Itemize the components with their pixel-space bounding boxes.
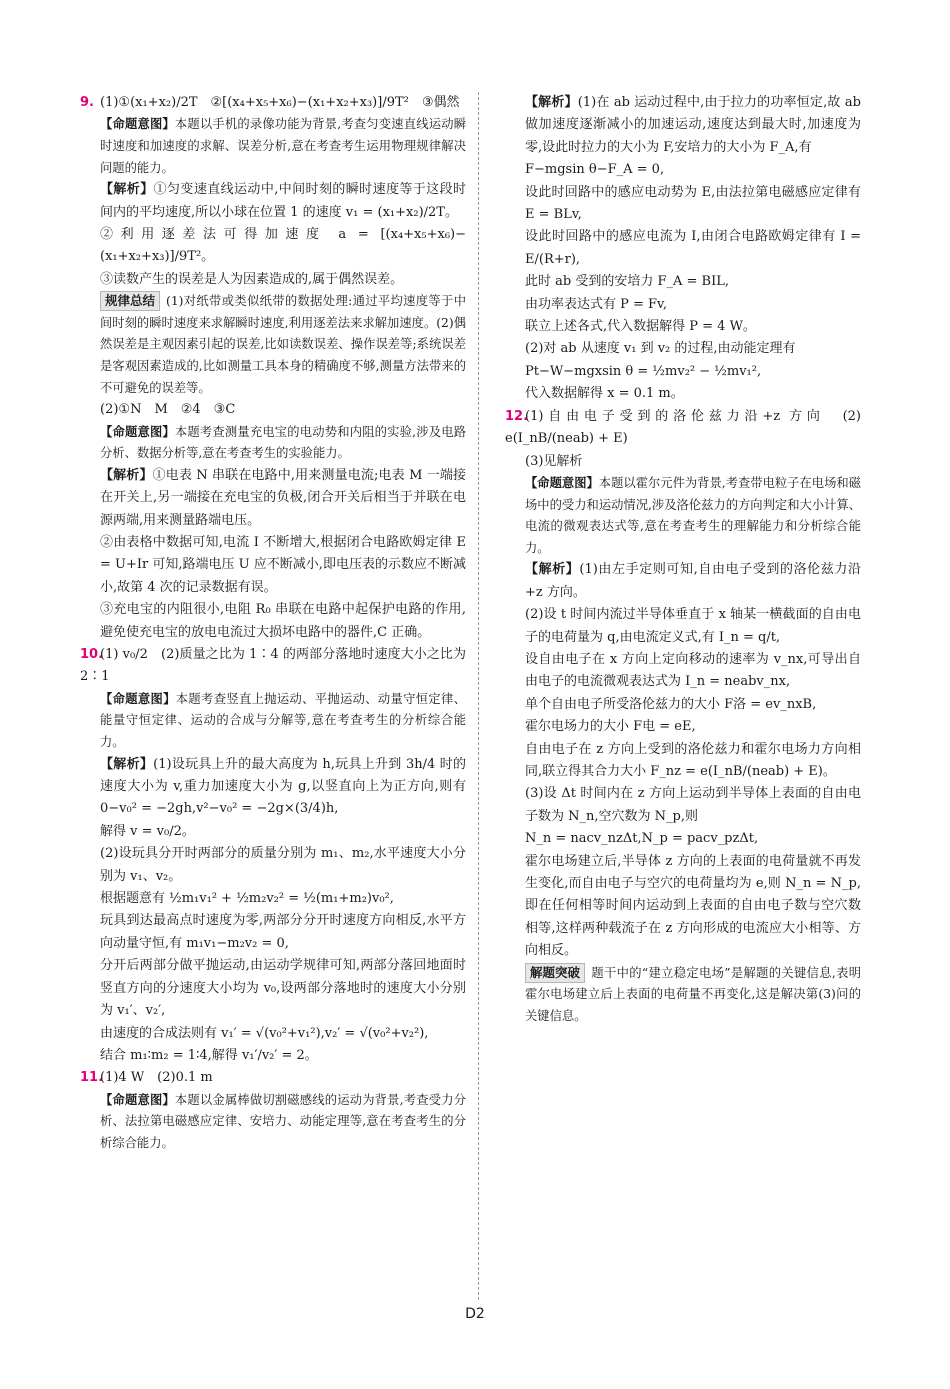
section-paragraph xyxy=(505,559,861,604)
paragraph-text: 霍尔电场建立后,半导体 z 方向的上表面的电荷量就不再发生变化,而自由电子与空穴的电荷量均为 e,则 N_n = N_p,即在任何相等时间内运动到上表面的自由电子数与空穴数相等,这样两种载流子在 z 方向形成的电流应大小相等、方向相反。 xyxy=(525,853,861,959)
section-paragraph xyxy=(80,689,466,754)
paragraph xyxy=(80,910,466,955)
paragraph-text: ②由表格中数据可知,电流 I 不断增大,根据闭合电路欧姆定律 E = U+Ir 可知,路端电压 U 应不断减小,即电压表的示数应不断减小,故第 4 次的记录数据有误。 xyxy=(100,535,471,595)
paragraph-text: 本题考查测量充电宝的电动势和内阻的实验,涉及电路分析、数据分析等,意在考查考生的实验能力。 xyxy=(100,424,466,461)
paragraph xyxy=(505,383,861,405)
paragraph-text: (1)①(x₁+x₂)/2T ②[(x₄+x₅+x₆)−(x₁+x₂+x₃)]/9T² ③偶然 xyxy=(100,95,460,110)
paragraph-text: 本题以霍尔元件为背景,考查带电粒子在电场和磁场中的受力和运动情况,涉及洛伦兹力的方向判定和大小计算、电流的微观表达式等,意在考查考生的理解能力和分析综合能力。 xyxy=(525,475,861,555)
section-paragraph xyxy=(80,179,466,224)
paragraph-text: 设此时回路中的感应电动势为 E,由法拉第电磁感应定律有 E = BLv, xyxy=(525,184,866,223)
section-tag: 【解析】 xyxy=(100,756,154,772)
paragraph-text: (1)对纸带或类似纸带的数据处理:通过平均速度等于中间时刻的瞬时速度来求解瞬时速度,利用逐差法来求解加速度。(2)偶然误差是主观因素引起的误差,比如读数误差、操作误差等;系统误差是客观因素造成的,比如测量工具本身的精确度不够,测量方法带来的不可避免的误差等。 xyxy=(100,294,466,395)
paragraph xyxy=(505,783,861,828)
paragraph xyxy=(505,271,861,293)
paragraph xyxy=(505,716,861,738)
paragraph xyxy=(505,649,861,694)
question-answer xyxy=(80,92,466,114)
summary-label: 解题突破 xyxy=(525,963,585,983)
paragraph xyxy=(505,226,866,271)
paragraph xyxy=(505,182,866,227)
paragraph xyxy=(505,361,861,383)
section-tag: 【解析】 xyxy=(525,562,580,578)
paragraph-text: 设自由电子在 x 方向上定向移动的速率为 v_nx,可导出自由电子的电流微观表达式为 I_n = neabv_nx, xyxy=(525,651,861,690)
paragraph-text: ③充电宝的内阻很小,电阻 R₀ 串联在电路中起保护电路的作用,避免使充电宝的放电电流过大损坏电路中的器件,C 正确。 xyxy=(100,602,466,640)
section-tag: 【命题意图】 xyxy=(100,424,175,439)
paragraph xyxy=(505,451,861,473)
question-answer xyxy=(80,1067,466,1089)
summary-box xyxy=(505,963,861,1028)
paragraph-text: 根据题意有 ½m₁v₁² + ½m₂v₂² = ½(m₁+m₂)v₀², xyxy=(100,891,394,907)
paragraph-text: 玩具到达最高点时速度为零,两部分分开时速度方向相反,水平方向动量守恒,有 m₁v₁−m₂v₂ = 0, xyxy=(100,913,466,951)
section-paragraph xyxy=(505,92,866,159)
paragraph-text: 联立上述各式,代入数据解得 P = 4 W。 xyxy=(525,319,756,335)
section-paragraph xyxy=(80,465,466,532)
paragraph xyxy=(505,338,861,360)
section-tag: 【命题意图】 xyxy=(100,691,176,706)
paragraph-text: (2)对 ab 从速度 v₁ 到 v₂ 的过程,由动能定理有 xyxy=(525,341,796,357)
paragraph-text: (2)设玩具分开时两部分的质量分别为 m₁、m₂,水平速度大小分别为 v₁、v₂。 xyxy=(100,846,466,884)
section-tag: 【命题意图】 xyxy=(100,1092,175,1107)
summary-label: 规律总结 xyxy=(100,291,160,311)
section-paragraph xyxy=(505,473,861,559)
column-divider xyxy=(478,92,479,1300)
paragraph-text: (1)由左手定则可知,自由电子受到的洛伦兹力沿+z 方向。 xyxy=(525,562,861,600)
paragraph-text: 由速度的合成法则有 v₁′ = √(v₀²+v₁²),v₂′ = √(v₀²+v₂²), xyxy=(100,1025,429,1041)
paragraph-text: (1)自由电子受到的洛伦兹力沿+z 方向 (2) e(I_nB/(neab) + E) xyxy=(505,408,866,447)
paragraph-text: 代入数据解得 x = 0.1 m。 xyxy=(525,386,684,402)
paragraph xyxy=(505,604,861,649)
paragraph-text: 设此时回路中的感应电流为 I,由闭合电路欧姆定律有 I = E/(R+r), xyxy=(525,229,866,267)
page-number: D2 xyxy=(465,1306,485,1322)
paragraph xyxy=(80,843,466,888)
paragraph-text: ①匀变速直线运动中,中间时刻的瞬时速度等于这段时间内的平均速度,所以小球在位置 1 的速度 v₁ = (x₁+x₂)/2T。 xyxy=(100,182,466,220)
paragraph xyxy=(80,532,471,599)
paragraph xyxy=(80,269,466,291)
paragraph xyxy=(80,821,466,843)
paragraph-text: 题干中的“建立稳定电场”是解题的关键信息,表明霍尔电场建立后上表面的电荷量不再变化,这是解决第(3)问的关键信息。 xyxy=(525,965,861,1023)
paragraph-text: ③读数产生的误差是人为因素造成的,属于偶然误差。 xyxy=(100,271,404,287)
paragraph xyxy=(80,1045,466,1067)
question-number: 12. xyxy=(505,408,529,424)
right-column xyxy=(505,92,866,1027)
paragraph xyxy=(80,224,466,269)
section-paragraph xyxy=(80,1090,466,1155)
question-number: 10. xyxy=(80,647,104,663)
summary-box xyxy=(80,291,466,399)
paragraph-text: 本题以手机的录像功能为背景,考查匀变速直线运动瞬时速度和加速度的求解、误差分析,意在考查考生运用物理规律解决问题的能力。 xyxy=(100,117,466,175)
section-paragraph xyxy=(80,422,466,465)
paragraph-text: 结合 m₁∶m₂ = 1∶4,解得 v₁′/v₂′ = 2。 xyxy=(100,1047,318,1063)
paragraph-text: 由功率表达式有 P = Fv, xyxy=(525,296,667,312)
paragraph-text: (1)4 W (2)0.1 m xyxy=(100,1070,213,1086)
paragraph-text: (3)见解析 xyxy=(525,453,583,469)
paragraph xyxy=(505,739,861,784)
question-answer xyxy=(505,406,866,451)
left-column xyxy=(80,92,471,1155)
section-tag: 【解析】 xyxy=(100,467,153,483)
paragraph-text: 本题以金属棒做切割磁感线的运动为背景,考查受力分析、法拉第电磁感应定律、安培力、动能定理等,意在考查考生的分析综合能力。 xyxy=(100,1092,466,1150)
paragraph-text: 分开后两部分做平抛运动,由运动学规律可知,两部分落回地面时竖直方向的分速度大小均为 v₀,设两部分落地时的速度大小分别为 v₁′、v₂′, xyxy=(100,958,466,1019)
paragraph xyxy=(505,828,861,850)
paragraph xyxy=(505,694,861,716)
section-tag: 【解析】 xyxy=(100,182,154,198)
paragraph-text: 本题考查竖直上抛运动、平抛运动、动量守恒定律、能量守恒定律、运动的合成与分解等,意在考查考生的分析综合能力。 xyxy=(100,691,466,750)
paragraph-text: 自由电子在 z 方向上受到的洛伦兹力和霍尔电场力方向相同,联立得其合力大小 F_nz = e(I_nB/(neab) + E)。 xyxy=(525,741,861,779)
paragraph-text: (1) v₀/2 (2)质量之比为 1∶4 的两部分落地时速度大小之比为 2∶1 xyxy=(80,647,471,685)
paragraph xyxy=(80,888,466,910)
question-number: 11. xyxy=(80,1070,104,1086)
paragraph xyxy=(505,159,861,181)
paragraph-text: (3)设 Δt 时间内在 z 方向上运动到半导体上表面的自由电子数为 N_n,空穴数为 N_p,则 xyxy=(525,786,861,824)
paragraph-text: 霍尔电场力的大小 F电 = eE, xyxy=(525,719,696,735)
question-number: 9. xyxy=(80,95,94,110)
paragraph xyxy=(80,1023,466,1045)
question-answer xyxy=(80,644,471,689)
paragraph-text: 此时 ab 受到的安培力 F_A = BIL, xyxy=(525,274,729,290)
paragraph-text: (1)设玩具上升的最大高度为 h,玩具上升到 3h/4 时的速度大小为 v,重力加速度大小为 g,以竖直向上为正方向,则有 0−v₀² = −2gh,v²−v₀² = −2g×(3/4)h, xyxy=(100,756,471,817)
paragraph-text: F−mgsin θ−F_A = 0, xyxy=(525,162,665,178)
section-tag: 【命题意图】 xyxy=(100,117,175,132)
section-tag: 【命题意图】 xyxy=(525,475,599,490)
paragraph-text: Pt−W−mgxsin θ = ½mv₂² − ½mv₁², xyxy=(525,363,762,379)
paragraph-text: N_n = nacv_nzΔt,N_p = pacv_pzΔt, xyxy=(525,831,759,847)
section-tag: 【解析】 xyxy=(525,95,578,110)
paragraph xyxy=(80,599,466,644)
paragraph-text: (1)在 ab 运动过程中,由于拉力的功率恒定,故 ab 做加速度逐渐减小的加速运动,速度达到最大时,加速度为零,设此时拉力的大小为 F,安培力的大小为 F_A,有 xyxy=(525,95,866,155)
paragraph-text: 单个自由电子所受洛伦兹力的大小 F洛 = ev_nxB, xyxy=(525,696,817,712)
paragraph-text: (2)设 t 时间内流过半导体垂直于 x 轴某一横截面的自由电子的电荷量为 q,由电流定义式,有 I_n = q/t, xyxy=(525,607,861,645)
paragraph xyxy=(505,294,861,316)
section-paragraph xyxy=(80,754,471,821)
paragraph-text: ②利用逐差法可得加速度 a = [(x₄+x₅+x₆)−(x₁+x₂+x₃)]/9T²。 xyxy=(100,227,466,265)
paragraph-text: 解得 v = v₀/2。 xyxy=(100,823,195,839)
paragraph xyxy=(80,955,466,1022)
paragraph-text: ①电表 N 串联在电路中,用来测量电流;电表 M 一端接在开关上,另一端接在充电宝的负极,闭合开关后相当于并联在电源两端,用来测量路端电压。 xyxy=(100,467,466,528)
section-paragraph xyxy=(80,114,466,179)
paragraph-text: (2)①N M ②4 ③C xyxy=(100,402,236,418)
paragraph xyxy=(505,851,861,963)
paragraph xyxy=(80,399,466,421)
paragraph xyxy=(505,316,861,338)
